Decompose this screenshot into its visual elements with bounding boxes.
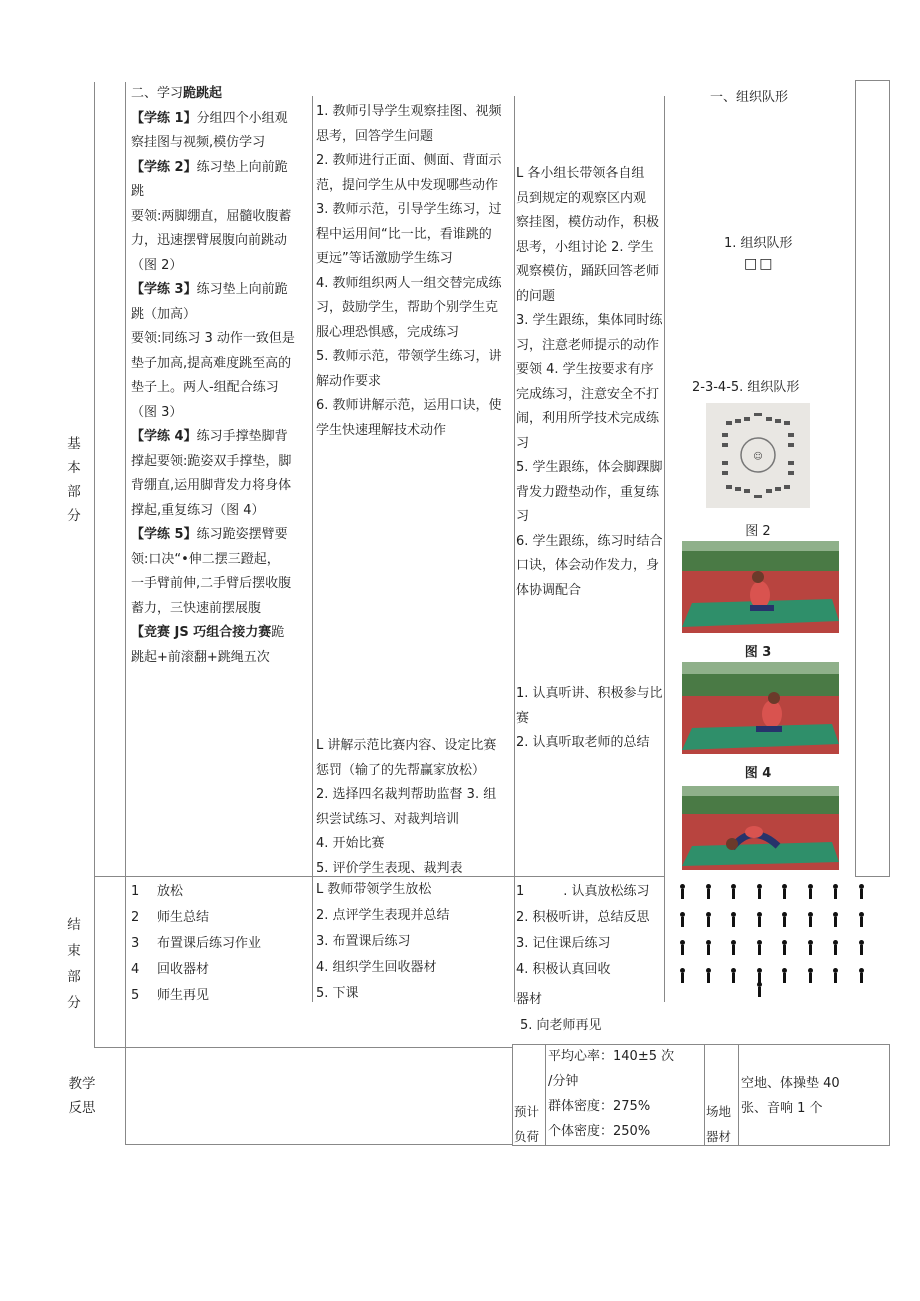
subtable-bottom bbox=[512, 1145, 890, 1146]
student-figure-icon bbox=[670, 910, 696, 930]
student-figure-icon bbox=[747, 882, 773, 902]
figure-4-caption: 图 4 bbox=[744, 766, 772, 781]
end-item: 1 放松 bbox=[131, 884, 184, 899]
student-figure-icon bbox=[721, 938, 747, 958]
subtable-div1 bbox=[545, 1044, 546, 1145]
student-figure-icon bbox=[798, 966, 824, 986]
content-line: 撑起要领:跪姿双手撑垫，脚 bbox=[131, 453, 292, 469]
org-item-1-symbol: □□ bbox=[744, 256, 775, 272]
section-heading: 二、学习跪跳起 bbox=[131, 86, 223, 101]
student-figure-icon bbox=[798, 910, 824, 930]
col-divider-2 bbox=[514, 96, 515, 1002]
venue-values: 空地、体操垫 40 张、音响 1 个 bbox=[741, 1076, 840, 1116]
student-figure-icon bbox=[670, 938, 696, 958]
photo-figure-4 bbox=[682, 662, 839, 754]
content-line: （图 3） bbox=[131, 404, 183, 420]
content-line: 【学练 2】练习垫上向前跪 bbox=[131, 159, 288, 175]
end-item: 4 回收器材 bbox=[131, 962, 210, 977]
student-figure-icon bbox=[772, 910, 798, 930]
student-figure-icon bbox=[696, 938, 722, 958]
teacher-column-competition: L 讲解示范比赛内容、设定比赛 惩罚（输了的先帮赢家放松） 2. 选择四名裁判帮助监督 3. 组 织尝试练习、对裁判培训 4. 开始比赛 5. 评价学生表现、裁判表 bbox=[316, 738, 497, 876]
reflection-label: 教学 反思 bbox=[68, 1076, 96, 1116]
content-line: 跳起+前滚翻+跳绳五次 bbox=[131, 649, 270, 665]
end-item: 2 师生总结 bbox=[131, 910, 210, 925]
student-figure-icon bbox=[696, 966, 722, 986]
content-line: 察挂图与视频,模仿学习 bbox=[131, 135, 266, 150]
end-student: 1 . 认真放松练习 2. 积极听讲，总结反思 3. 记住课后练习 4. 积极认真回收 器材 5. 向老师再见 bbox=[516, 884, 650, 1033]
content-line: 垫子上。两人-组配合练习 bbox=[131, 380, 279, 395]
content-line: 蓄力，三快速前摆展腹 bbox=[131, 600, 262, 616]
student-figure-icon bbox=[747, 910, 773, 930]
formation-diagram-svg bbox=[706, 403, 810, 508]
venue-label: 场地 器材 bbox=[706, 1104, 732, 1144]
photo-figure-3-svg bbox=[682, 541, 839, 633]
teacher-figure-icon bbox=[747, 980, 773, 1000]
content-line: 背绷直,运用脚背发力将身体 bbox=[131, 478, 292, 493]
svg-text:☺: ☺ bbox=[753, 452, 763, 462]
right-bottom bbox=[855, 876, 890, 877]
student-figure-icon bbox=[772, 882, 798, 902]
bottom-border bbox=[125, 1144, 512, 1145]
load-values: 平均心率：140±5 次 /分钟 群体密度：275% 个体密度：250% bbox=[548, 1049, 675, 1139]
student-column: L 各小组长带领各自组 员到规定的观察区内观 察挂图，模仿动作，积极 思考，小组讨论 2. 学生 观察模仿，踊跃回答老师 的问题 3. 学生跟练，集体同时练 习，注意老师提示的动作 要领 4. 学生按要求有序 完成练习，注意安全不打 闹，利用所学技术完成练 习 5. 学生跟练，体会脚踝脚 背发力蹬垫动作，重复练 习 6. 学生跟练，练习时结合 口诀，体会动作发力，身 体协调配合 bbox=[516, 166, 663, 598]
figure-2-caption: 图 2 bbox=[745, 524, 771, 539]
subtable-left bbox=[512, 1044, 513, 1145]
photo-figure-3 bbox=[682, 541, 839, 633]
content-line: 一手臂前伸,二手臂后摆收腹 bbox=[131, 576, 292, 591]
photo-figure-4-svg bbox=[682, 662, 839, 754]
org-item-2: 2-3-4-5. 组织队形 bbox=[692, 380, 800, 395]
student-figure-icon bbox=[721, 882, 747, 902]
org-item-1: 1. 组织队形 bbox=[724, 236, 793, 251]
student-figure-icon bbox=[798, 938, 824, 958]
content-line: 【学练 4】练习手撑垫脚背 bbox=[131, 429, 288, 444]
right-inner bbox=[855, 80, 856, 876]
relax-formation bbox=[670, 882, 874, 986]
student-figure-icon bbox=[772, 966, 798, 986]
student-column-competition: 1. 认真听讲、积极参与比 赛 2. 认真听取老师的总结 bbox=[516, 686, 663, 750]
left-border bbox=[94, 82, 95, 1048]
end-divider bbox=[94, 1047, 512, 1048]
content-line: 跳（加高） bbox=[131, 306, 197, 322]
formation-diagram bbox=[706, 403, 810, 508]
student-figure-icon bbox=[696, 882, 722, 902]
student-figure-icon bbox=[798, 882, 824, 902]
student-figure-icon bbox=[823, 910, 849, 930]
student-figure-icon bbox=[670, 882, 696, 902]
content-line: （图 2） bbox=[131, 257, 183, 273]
student-figure-icon bbox=[721, 966, 747, 986]
end-item: 3 布置课后练习作业 bbox=[131, 936, 262, 951]
load-label: 预计 负荷 bbox=[514, 1104, 540, 1144]
student-figure-icon bbox=[849, 882, 875, 902]
content-line: 要领:两脚绷直，屈髓收腹蓄 bbox=[131, 208, 292, 224]
content-column bbox=[131, 82, 311, 670]
content-line: 撑起,重复练习（图 4） bbox=[131, 502, 265, 518]
student-figure-icon bbox=[772, 938, 798, 958]
content-line: 【学练 5】练习跪姿摆臂要 bbox=[131, 527, 288, 542]
basic-section-label: 基 本 部 分 bbox=[67, 436, 81, 524]
label-divider bbox=[125, 82, 126, 1144]
end-items bbox=[131, 879, 311, 1009]
end-item: 5 师生再见 bbox=[131, 988, 210, 1003]
content-line: 【竞赛 JS 巧组合接力赛跪 bbox=[131, 625, 285, 640]
end-section-label: 结 束 部 分 bbox=[67, 917, 81, 1011]
content-line: 领:口决“•伸二摆三蹬起， bbox=[131, 551, 280, 567]
student-figure-icon bbox=[823, 966, 849, 986]
right-border bbox=[889, 80, 890, 876]
col-divider-1 bbox=[312, 96, 313, 1002]
end-teacher: L 教师带领学生放松 2. 点评学生表现并总结 3. 布置课后练习 4. 组织学生回收器材 5. 下课 bbox=[316, 882, 450, 1001]
student-figure-icon bbox=[849, 910, 875, 930]
student-figure-icon bbox=[823, 882, 849, 902]
student-figure-icon bbox=[849, 966, 875, 986]
student-figure-icon bbox=[823, 938, 849, 958]
student-figure-icon bbox=[670, 966, 696, 986]
content-line: 垫子加高,提高难度跳至高的 bbox=[131, 355, 292, 371]
content-line: 要领:同练习 3 动作一致但是 bbox=[131, 331, 295, 346]
top-border-right bbox=[855, 80, 890, 81]
figure-3-caption: 图 3 bbox=[744, 645, 772, 660]
org-title: 一、组织队形 bbox=[710, 90, 789, 105]
photo-figure-5 bbox=[682, 786, 839, 870]
student-figure-icon bbox=[747, 938, 773, 958]
content-line: 【学练 3】练习垫上向前跪 bbox=[131, 282, 288, 297]
content-line: 力，迅速摆臂展腹向前跳动 bbox=[131, 233, 288, 248]
content-line: 跳 bbox=[131, 184, 145, 199]
student-figure-icon bbox=[721, 910, 747, 930]
subtable-right bbox=[889, 1044, 890, 1145]
student-figure-icon bbox=[849, 938, 875, 958]
teacher-column: 1. 教师引导学生观察挂图、视频 思考，回答学生问题 2. 教师进行正面、侧面、背面示 范，提问学生从中发现哪些动作 3. 教师示范，引导学生练习，过 程中运用间“比一比，看谁跳的 更远”等话激励学生练习 4. 教师组织两人一组交替完成练 习，鼓励学生，帮助个别学生克 服心理恐惧感，完成练习 5. 教师示范，带领学生练习，讲 解动作要求 6. 教师讲解示范，运用口诀，使 学生快速理解技术动作 bbox=[316, 104, 502, 438]
student-figure-icon bbox=[696, 910, 722, 930]
content-line: 【学练 1】分组四个小组观 bbox=[131, 110, 288, 126]
photo-figure-5-svg bbox=[682, 786, 839, 870]
subtable-div3 bbox=[738, 1044, 739, 1145]
